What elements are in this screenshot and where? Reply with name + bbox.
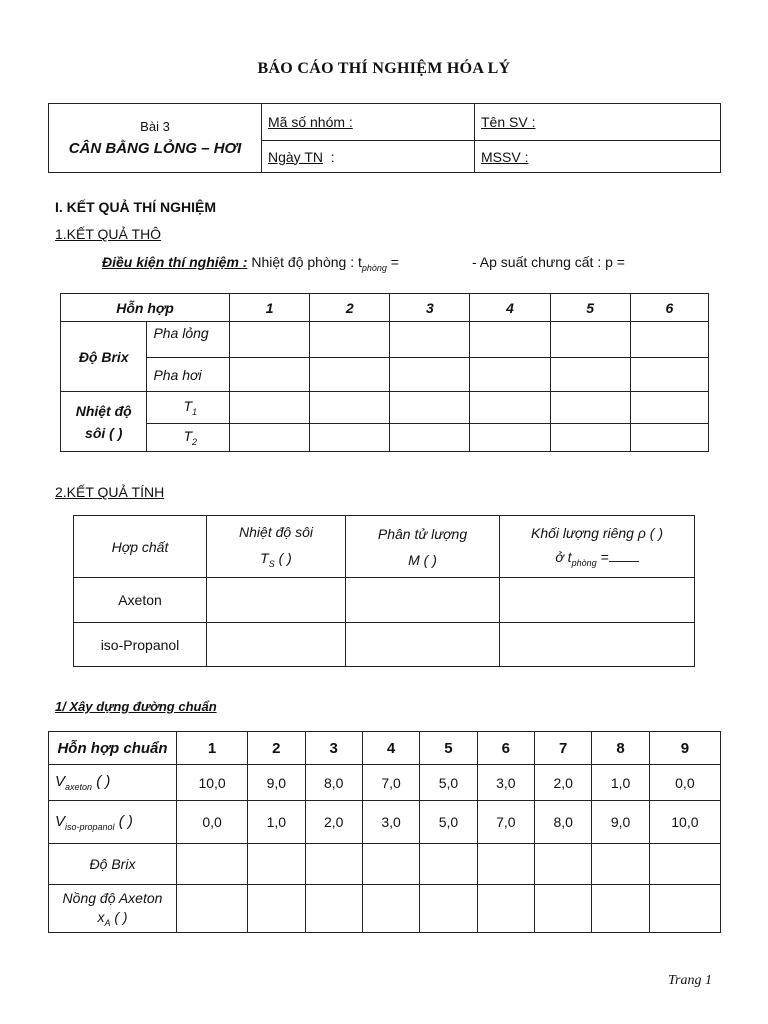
std-cell[interactable]	[177, 885, 248, 933]
raw-cell[interactable]	[550, 392, 630, 424]
boiling-point-line1: Nhiệt độ	[75, 402, 132, 419]
raw-cell[interactable]	[390, 358, 470, 392]
raw-results-table	[60, 293, 709, 452]
v-axeton-value: 9,0	[248, 765, 305, 801]
std-cell[interactable]	[305, 844, 362, 885]
t1-label: $T_1$	[147, 392, 230, 424]
boiling-temp-header: Nhiệt độ sôi $T_S$ ( )	[207, 516, 346, 578]
std-col-6: 6	[477, 732, 534, 765]
room-temp-eq: =	[386, 254, 399, 270]
raw-col-6: 6	[630, 294, 708, 322]
v-iso-value: 8,0	[535, 801, 592, 844]
v-axeton-value: 5,0	[420, 765, 477, 801]
v-axeton-value: 0,0	[649, 765, 720, 801]
density-header: Khối lượng riêng ρ ( ) ở $t_{phòng}$ =	[500, 516, 695, 578]
raw-cell[interactable]	[230, 322, 310, 358]
group-id-label: Mã số nhóm :	[268, 114, 353, 130]
header-table	[48, 103, 721, 173]
v-axeton-value: 8,0	[305, 765, 362, 801]
std-header-label: Hỗn hợp chuẩn	[49, 732, 177, 765]
raw-cell[interactable]	[470, 322, 550, 358]
v-iso-value: 5,0	[420, 801, 477, 844]
raw-col-4: 4	[470, 294, 550, 322]
std-cell[interactable]	[177, 844, 248, 885]
std-cell[interactable]	[420, 844, 477, 885]
std-cell[interactable]	[649, 844, 720, 885]
v-axeton-value: 10,0	[177, 765, 248, 801]
raw-cell[interactable]	[390, 322, 470, 358]
std-col-9: 9	[649, 732, 720, 765]
calc-cell[interactable]	[207, 623, 346, 667]
brix-label: Độ Brix	[61, 322, 147, 392]
standard-table	[48, 731, 721, 933]
calc-cell[interactable]	[346, 623, 500, 667]
raw-cell[interactable]	[390, 424, 470, 452]
pressure-text: - Ap suất chưng cất : p =	[472, 254, 625, 270]
raw-cell[interactable]	[230, 392, 310, 424]
calibration-title: 1/ Xây dựng đường chuẩn	[55, 699, 217, 714]
page-number: Trang 1	[668, 973, 712, 988]
conditions-line	[102, 254, 399, 273]
v-iso-value: 0,0	[177, 801, 248, 844]
calc-cell[interactable]	[207, 578, 346, 623]
v-axeton-value: 7,0	[362, 765, 419, 801]
raw-cell[interactable]	[550, 322, 630, 358]
mixture-header: Hỗn hợp	[61, 294, 230, 322]
student-name-label: Tên SV :	[481, 114, 536, 130]
raw-cell[interactable]	[630, 392, 708, 424]
raw-col-3: 3	[390, 294, 470, 322]
raw-cell[interactable]	[470, 358, 550, 392]
density-blank[interactable]	[609, 549, 639, 562]
student-id-field[interactable]	[475, 141, 721, 173]
room-temp-sub: phòng	[361, 262, 387, 273]
std-cell[interactable]	[248, 844, 305, 885]
std-cell[interactable]	[592, 885, 649, 933]
document-title: BÁO CÁO THÍ NGHIỆM HÓA LÝ	[257, 60, 511, 77]
calc-cell[interactable]	[346, 578, 500, 623]
raw-cell[interactable]	[470, 424, 550, 452]
date-field[interactable]	[262, 141, 475, 173]
std-col-2: 2	[248, 732, 305, 765]
std-col-8: 8	[592, 732, 649, 765]
lesson-name: CÂN BẰNG LỎNG – HƠI	[68, 140, 242, 157]
std-cell[interactable]	[592, 844, 649, 885]
molecular-weight-header: Phân tử lượng M ( )	[346, 516, 500, 578]
calc-cell[interactable]	[500, 623, 695, 667]
student-name-field[interactable]	[475, 104, 721, 141]
raw-cell[interactable]	[550, 358, 630, 392]
raw-col-5: 5	[550, 294, 630, 322]
date-label: Ngày TN	[268, 148, 323, 165]
raw-col-1: 1	[230, 294, 310, 322]
std-cell[interactable]	[649, 885, 720, 933]
raw-cell[interactable]	[630, 322, 708, 358]
raw-cell[interactable]	[470, 392, 550, 424]
vapor-phase-label: Pha hơi	[147, 358, 230, 392]
t2-label: $T_2$	[147, 424, 230, 452]
raw-cell[interactable]	[310, 322, 390, 358]
std-col-1: 1	[177, 732, 248, 765]
std-cell[interactable]	[477, 844, 534, 885]
compound-axeton: Axeton	[74, 578, 207, 623]
liquid-phase-label: Pha lỏng	[147, 322, 230, 358]
std-cell[interactable]	[535, 885, 592, 933]
raw-cell[interactable]	[390, 392, 470, 424]
boiling-point-line2: sôi ( )	[85, 424, 123, 441]
group-id-field[interactable]	[262, 104, 475, 141]
compound-isopropanol: iso-Propanol	[74, 623, 207, 667]
std-col-3: 3	[305, 732, 362, 765]
v-isopropanol-label: $V_{iso-propanol}$ ( )	[49, 801, 177, 844]
std-cell[interactable]	[420, 885, 477, 933]
std-brix-label: Độ Brix	[49, 844, 177, 885]
room-temp-text: Nhiệt độ phòng : t	[251, 254, 362, 270]
v-axeton-value: 1,0	[592, 765, 649, 801]
v-iso-value: 9,0	[592, 801, 649, 844]
lesson-number: Bài 3	[140, 119, 170, 134]
raw-cell[interactable]	[630, 424, 708, 452]
v-iso-value: 1,0	[248, 801, 305, 844]
concentration-label: Nồng độ Axeton $x_A$ ( )	[49, 885, 177, 933]
v-axeton-label: $V_{axeton}$ ( )	[49, 765, 177, 801]
compound-header: Hợp chất	[74, 516, 207, 578]
raw-cell[interactable]	[550, 424, 630, 452]
raw-cell[interactable]	[310, 358, 390, 392]
std-cell[interactable]	[362, 885, 419, 933]
raw-cell[interactable]	[630, 358, 708, 392]
v-iso-value: 2,0	[305, 801, 362, 844]
std-col-7: 7	[535, 732, 592, 765]
raw-results-title: 1.KẾT QUẢ THÔ	[55, 226, 162, 242]
lesson-cell	[49, 104, 262, 173]
std-col-5: 5	[420, 732, 477, 765]
conditions-label: Điều kiện thí nghiệm :	[102, 254, 248, 270]
raw-cell[interactable]	[310, 424, 390, 452]
std-cell[interactable]	[535, 844, 592, 885]
calc-cell[interactable]	[500, 578, 695, 623]
raw-cell[interactable]	[230, 358, 310, 392]
std-col-4: 4	[362, 732, 419, 765]
v-iso-value: 7,0	[477, 801, 534, 844]
calc-results-table	[73, 515, 695, 667]
v-axeton-value: 3,0	[477, 765, 534, 801]
raw-cell[interactable]	[230, 424, 310, 452]
calc-results-title: 2.KẾT QUẢ TÍNH	[55, 484, 165, 500]
std-cell[interactable]	[305, 885, 362, 933]
v-iso-value: 3,0	[362, 801, 419, 844]
raw-cell[interactable]	[310, 392, 390, 424]
section1-title: I. KẾT QUẢ THÍ NGHIỆM	[55, 199, 216, 215]
date-colon: :	[330, 148, 335, 165]
std-cell[interactable]	[477, 885, 534, 933]
std-cell[interactable]	[362, 844, 419, 885]
v-axeton-value: 2,0	[535, 765, 592, 801]
boiling-point-label	[61, 392, 147, 452]
raw-col-2: 2	[310, 294, 390, 322]
v-iso-value: 10,0	[649, 801, 720, 844]
student-id-label: MSSV :	[481, 148, 529, 165]
std-cell[interactable]	[248, 885, 305, 933]
